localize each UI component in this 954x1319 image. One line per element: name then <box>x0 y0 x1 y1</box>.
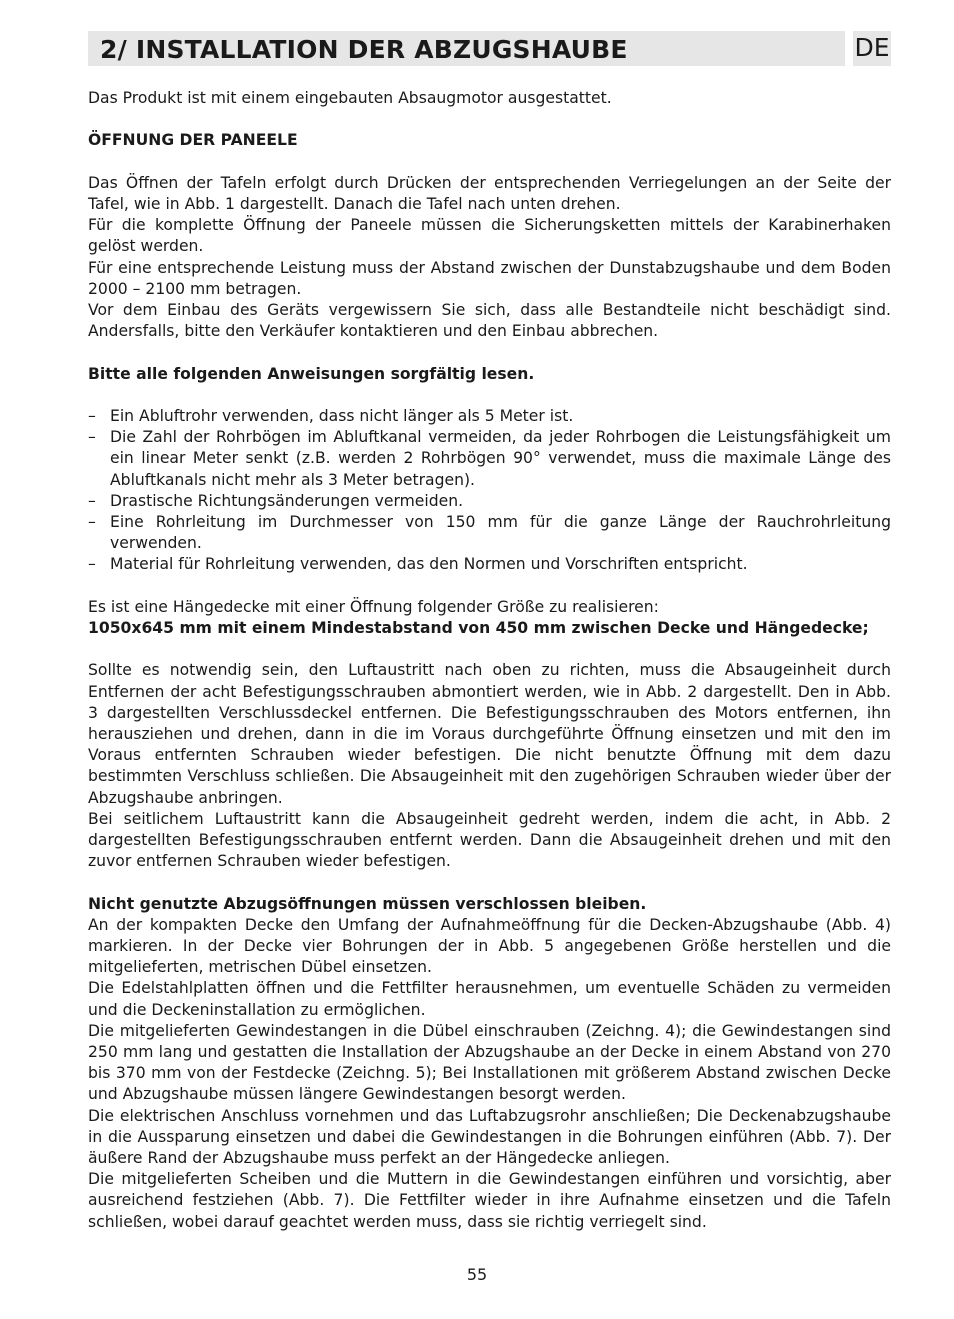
spacer <box>88 385 891 406</box>
list-item: – Eine Rohrleitung im Durchmesser von 150 mm für die ganze Länge der Rauchrohrleitung verwenden. <box>88 512 891 554</box>
page-number: 55 <box>466 1265 488 1284</box>
spacer <box>88 342 891 363</box>
language-badge: DE <box>853 31 891 66</box>
read-instructions-heading: Bitte alle folgenden Anweisungen sorgfältig lesen. <box>88 364 535 383</box>
exhaust-paragraph-2: Bei seitlichem Luftaustritt kann die Absaugeinheit gedreht werden, indem die acht, in Abb. 2 dargestellten Befestigungsschrauben entfernt werden. Dann die Absaugeinheit drehen und mit den zuvor entfernen Schrauben wieder befestigen. <box>88 809 891 871</box>
panels-paragraph-1: Das Öffnen der Tafeln erfolgt durch Drücken der entsprechenden Verriegelungen an der Seite der Tafel, wie in Abb. 1 dargestellt. Danach die Tafel nach unten drehen. <box>88 173 891 213</box>
panels-paragraph-3: Für eine entsprechende Leistung muss der Abstand zwischen der Dunstabzugshaube und dem Boden 2000 – 2100 mm betragen. <box>88 258 891 298</box>
installation-paragraph-2: Die Edelstahlplatten öffnen und die Fettfilter herausnehmen, um eventuelle Schäden zu vermeiden und die Deckeninstallation zu ermöglichen. <box>88 979 891 1019</box>
list-item: – Die Zahl der Rohrbögen im Abluftkanal vermeiden, da jeder Rohrbogen die Leistungsfähigkeit um ein linear Meter senkt (z.B. werden 2 Rohrbögen 90° verwendet, muss die maximale Länge des Abluftkanals nicht mehr als 3 Meter betragen). <box>88 427 891 491</box>
unused-openings-heading: Nicht genutzte Abzugsöffnungen müssen verschlossen bleiben. <box>88 894 647 913</box>
panels-paragraph-4: Vor dem Einbau des Geräts vergewissern Sie sich, dass alle Bestandteile nicht beschädigt sind. Andersfalls, bitte den Verkäufer kontaktieren und den Einbau abbrechen. <box>88 301 891 341</box>
list-item: – Ein Abluftrohr verwenden, dass nicht länger als 5 Meter ist. <box>88 406 891 427</box>
list-item: – Material für Rohrleitung verwenden, das den Normen und Vorschriften entspricht. <box>88 554 891 575</box>
spacer <box>88 109 891 130</box>
intro-paragraph: Das Produkt ist mit einem eingebauten Absaugmotor ausgestattet. <box>88 89 612 107</box>
exhaust-paragraph-1: Sollte es notwendig sein, den Luftaustritt nach oben zu richten, muss die Absaugeinheit durch Entfernen der acht Befestigungsschrauben abmontiert werden, wie in Abb. 2 dargestellt. Den in Abb. 3 dargestellten Verschlussdeckel entfernen. Die Befestigungsschrauben des Motors entfernen, ihn herausziehen und drehen, dann in die im Voraus durchgeführte Öffnung einsetzen und mit den im Voraus entfernten Schrauben wieder befestigen. Die nicht benutzte Öffnung mit dem dazu bestimmten Verschluss schließen. Die Absaugeinheit mit den zugehörigen Schrauben wieder über der Abzugshaube anbringen. <box>88 661 891 807</box>
panels-heading: ÖFFNUNG DER PANEELE <box>88 131 298 150</box>
spacer <box>88 576 891 597</box>
ceiling-dimensions: 1050x645 mm mit einem Mindestabstand von 450 mm zwischen Decke und Hängedecke; <box>88 619 869 637</box>
document-body <box>88 88 891 1233</box>
ceiling-paragraph: Es ist eine Hängedecke mit einer Öffnung folgender Größe zu realisieren: <box>88 597 659 616</box>
installation-paragraph-4: Die elektrischen Anschluss vornehmen und das Luftabzugsrohr anschließen; Die Deckenabzugshaube in die Aussparung einsetzen und dabei die Gewindestangen in die Bohrungen einführen (Abb. 7). Der äußere Rand der Abzugshaube muss perfekt an der Hängedecke anliegen. <box>88 1106 891 1168</box>
instructions-list <box>88 406 891 576</box>
spacer <box>88 639 891 660</box>
page-title: 2/ INSTALLATION DER ABZUGSHAUBE <box>100 35 628 64</box>
spacer <box>88 152 891 173</box>
installation-paragraph-5: Die mitgelieferten Scheiben und die Muttern in die Gewindestangen einführen und vorsichtig, aber ausreichend festziehen (Abb. 7). Die Fettfilter wieder in ihre Aufnahme einsetzen und die Tafeln schließen, wobei darauf geachtet werden muss, dass sie richtig verriegelt sind. <box>88 1170 891 1231</box>
panels-paragraph-2: Für die komplette Öffnung der Paneele müssen die Sicherungsketten mittels der Karabinerhaken gelöst werden. <box>88 216 891 256</box>
installation-paragraph-3: Die mitgelieferten Gewindestangen in die Dübel einschrauben (Zeichng. 4); die Gewindestangen sind 250 mm lang und gestatten die Installation der Abzugshaube an der Decke in einem Abstand von 270 bis 370 mm von der Festdecke (Zeichng. 5); Bei Installationen mit größerem Abstand zwischen Decke und Abzugshaube müssen längere Gewindestangen besorgt werden. <box>88 1021 891 1104</box>
installation-paragraph-1: An der kompakten Decke den Umfang der Aufnahmeöffnung für die Decken-Abzugshaube (Abb. 4) markieren. In der Decke vier Bohrungen der in Abb. 5 angegebenen Größe herstellen und die mitgelieferten, metrischen Dübel einsetzen. <box>88 915 891 977</box>
spacer <box>88 872 891 893</box>
list-item: – Drastische Richtungsänderungen vermeiden. <box>88 491 891 512</box>
